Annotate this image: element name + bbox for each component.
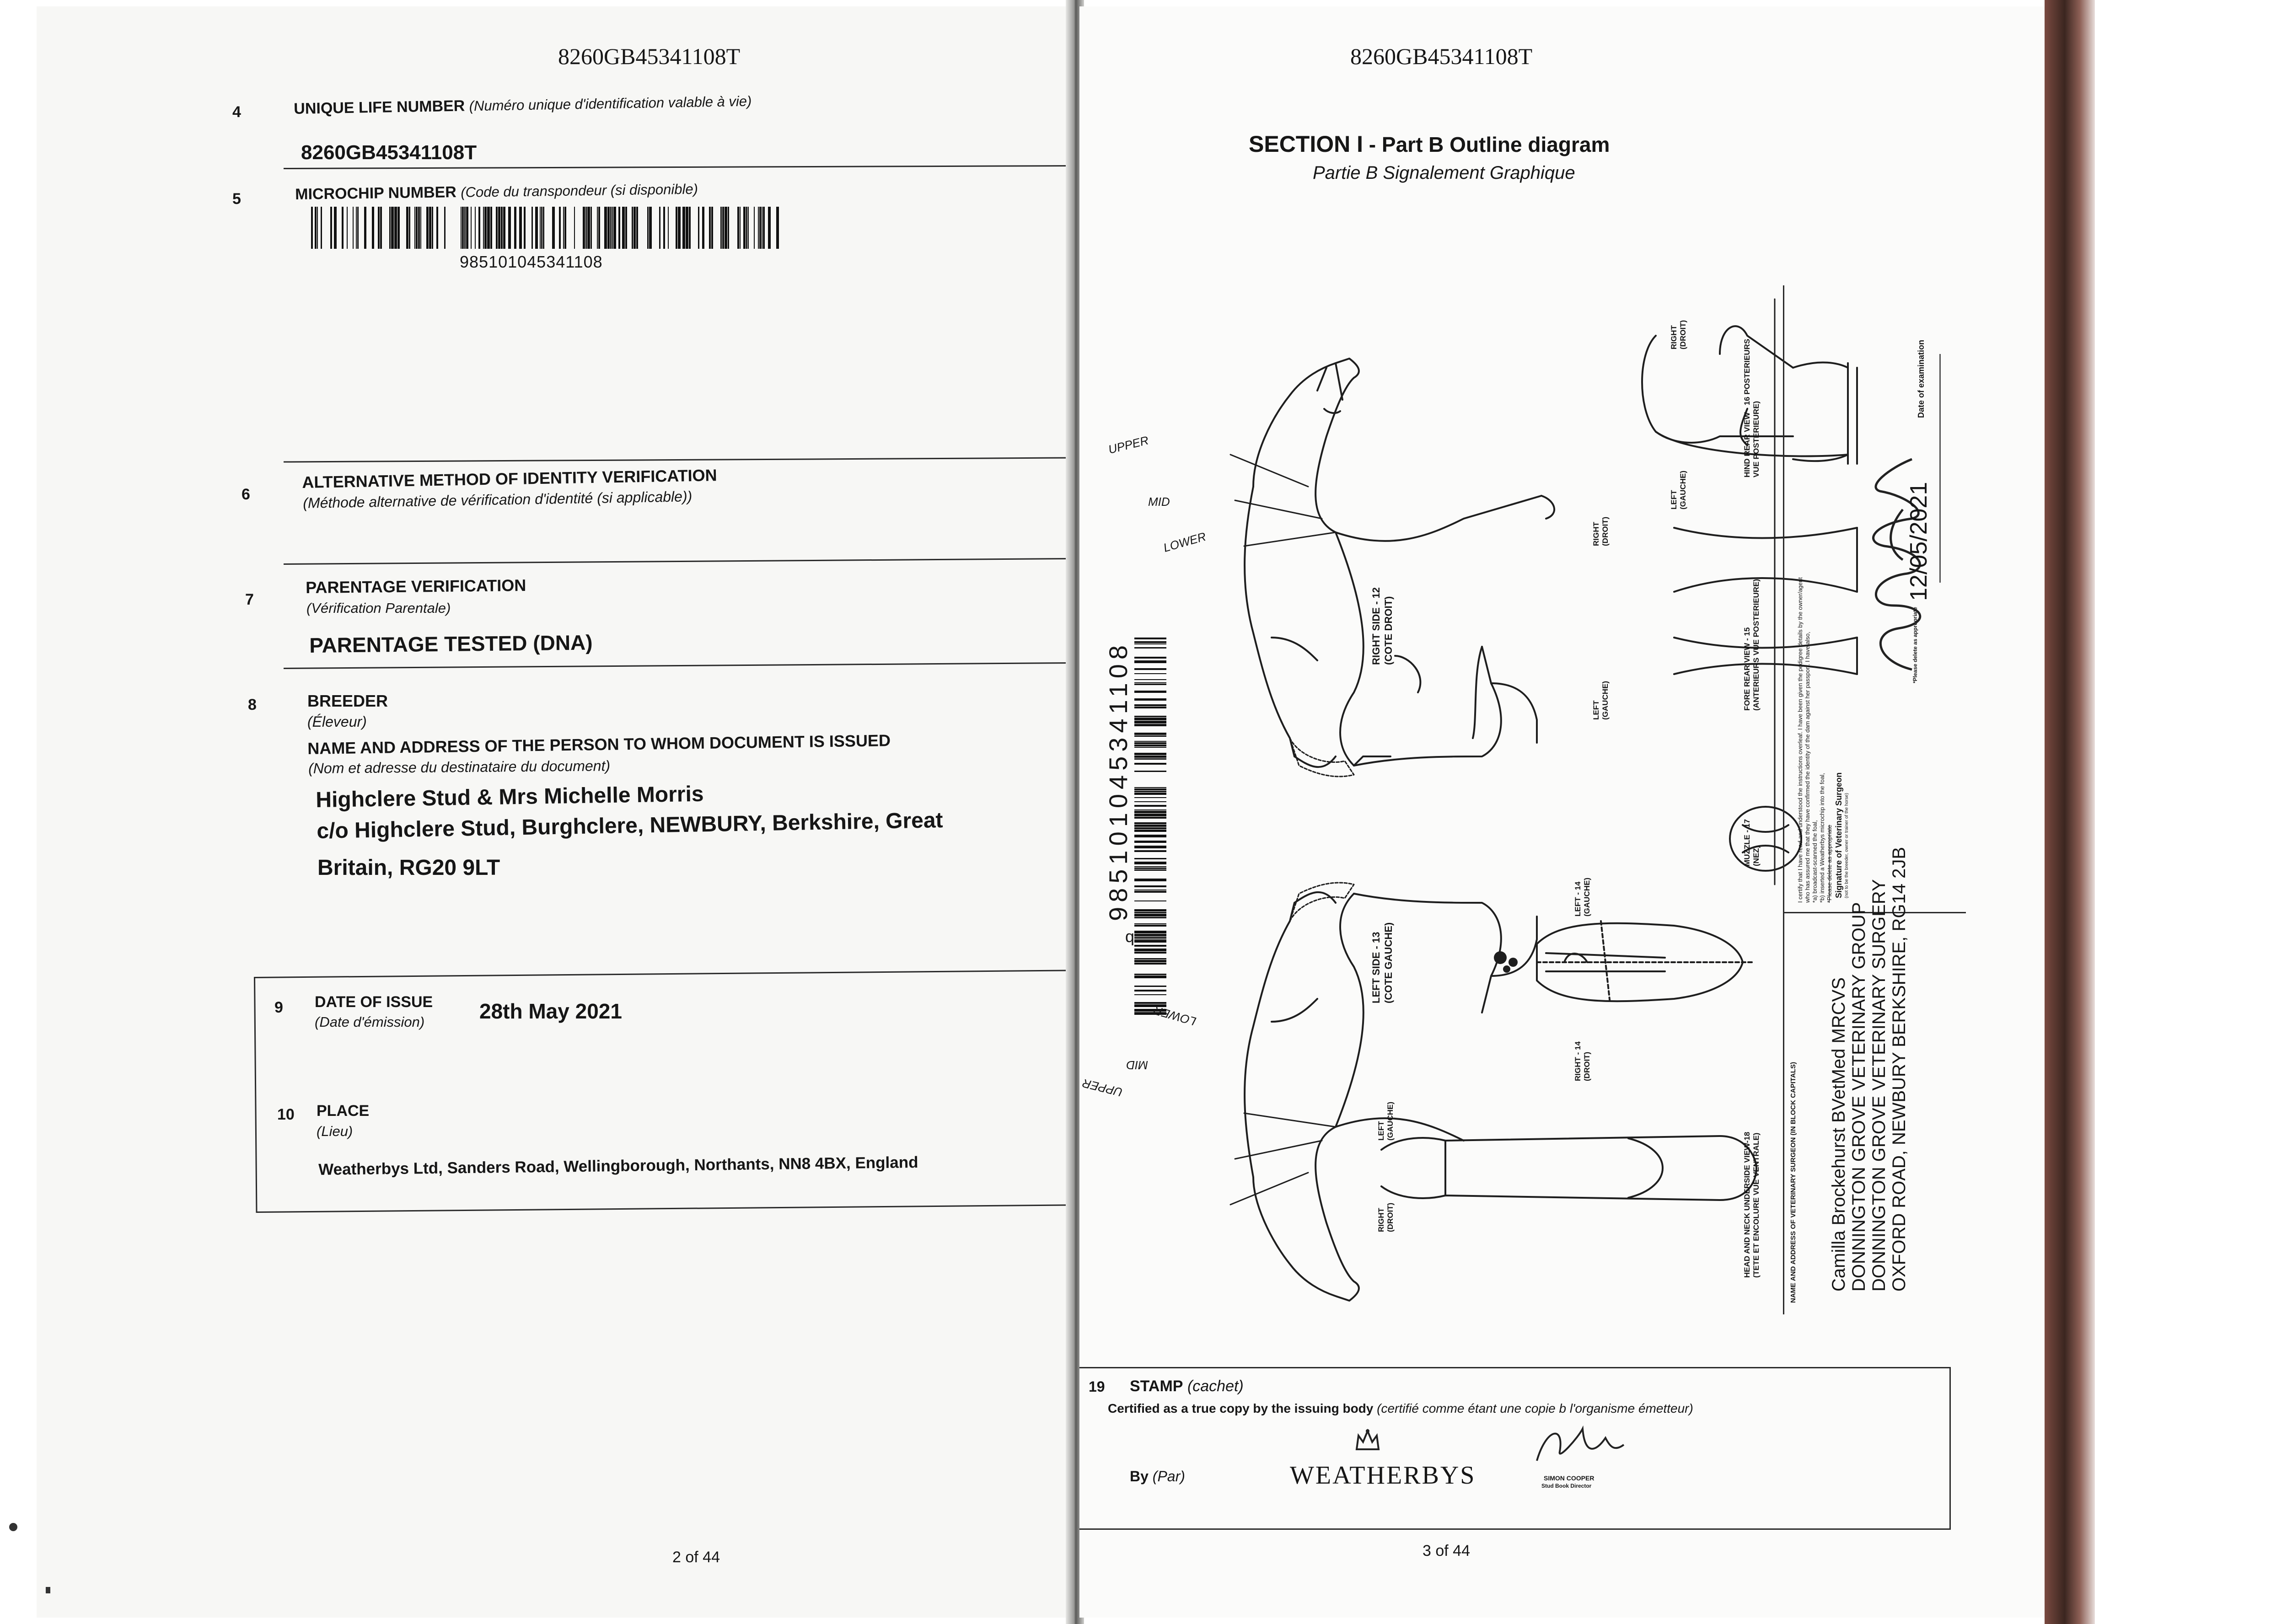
right14-label: RIGHT - 14 (DROIT): [1573, 1041, 1591, 1081]
field-number: 9: [274, 999, 283, 1016]
date-of-issue-label: DATE OF ISSUE: [315, 993, 433, 1011]
barcode-bar: [496, 207, 498, 249]
field-number: 10: [277, 1106, 295, 1123]
barcode-bar: [356, 207, 357, 249]
neck-label-lower-inverted: LOWER: [1152, 1003, 1198, 1029]
divider: [284, 165, 1075, 169]
vet-block-border: [1783, 285, 1784, 1314]
barcode-bar: [776, 207, 779, 249]
barcode-bar: [711, 207, 713, 249]
barcode-bar: [541, 207, 542, 249]
field-number: 7: [245, 591, 254, 608]
page-header-id: 8260GB45341108T: [1350, 43, 1533, 69]
barcode-bar: [426, 207, 429, 249]
passport-page-3: [1079, 6, 2049, 1618]
barcode-bar: [728, 207, 729, 249]
neck-label-mid: MID: [1148, 495, 1170, 509]
issuer-title: Stud Book Director: [1541, 1483, 1592, 1489]
barcode-bar: [334, 207, 337, 249]
barcode-bar: [540, 207, 541, 249]
page-number: 3 of 44: [1423, 1542, 1470, 1560]
barcode-bar: [604, 207, 607, 249]
barcode-bar: [725, 207, 727, 249]
barcode-bar: [311, 207, 313, 249]
recipient-name: Highclere Stud & Mrs Michelle Morris: [316, 782, 704, 812]
barcode-bar: [391, 207, 394, 249]
recipient-address-line-1: c/o Highclere Stud, Burghclere, NEWBURY, Berkshire, Great: [317, 808, 943, 843]
delete-note: *Please delete as appropriate: [1912, 607, 1918, 683]
barcode-bar: [432, 207, 433, 249]
unique-life-number-label: UNIQUE LIFE NUMBER (Numéro unique d'identification valable à vie): [294, 93, 752, 118]
crown-icon: [1354, 1426, 1381, 1454]
edge-mark: [9, 1523, 17, 1531]
barcode-bar: [508, 207, 511, 249]
barcode-bar: [633, 207, 636, 249]
microchip-barcode: [311, 207, 778, 249]
field-number: 4: [232, 103, 241, 121]
place-value: Weatherbys Ltd, Sanders Road, Wellingborough, Northants, NN8 4BX, England: [318, 1153, 918, 1179]
barcode-bar: [613, 207, 616, 249]
barcode-bar: [689, 207, 691, 249]
date-of-issue-label-fr: (Date d'émission): [315, 1014, 425, 1030]
certified-statement: Certified as a true copy by the issuing body (certifié comme étant une copie b l'organisme émetteur): [1108, 1401, 1693, 1415]
exam-date-label: Date of examination: [1917, 339, 1926, 418]
divider: [284, 558, 1075, 565]
right-label: RIGHT (DROIT): [1670, 320, 1687, 349]
barcode-bar: [737, 207, 739, 249]
letter-marking: b: [1125, 930, 1134, 949]
barcode-bar: [444, 207, 446, 249]
barcode-bar: [702, 207, 704, 249]
neck-label-mid-inverted: MID: [1126, 1058, 1148, 1072]
neck-label-upper-inverted: UPPER: [1081, 1076, 1124, 1099]
date-of-issue-value: 28th May 2021: [479, 999, 622, 1023]
barcode-bar: [406, 207, 408, 249]
barcode-bar: [597, 207, 598, 249]
vet-address-label: NAME AND ADDRESS OF VETERINARY SURGEON (IN BLOCK CAPITALS): [1789, 1062, 1797, 1303]
exam-date-value: 12/05/2021: [1906, 482, 1932, 601]
muzzle-label: MUZZLE - 17 (NEZ): [1743, 819, 1761, 866]
barcode-bar: [330, 207, 332, 249]
hind-rear-view-label: HIND REAR VIEW - 16 POSTERIEURS VUE POSTERIEURE): [1743, 338, 1761, 477]
neck-label-lower: LOWER: [1162, 529, 1208, 555]
barcode-bar: [763, 207, 765, 249]
barcode-bar: [321, 207, 322, 249]
right-label: RIGHT (DROIT): [1377, 1202, 1395, 1232]
page-number: 2 of 44: [672, 1549, 720, 1566]
barcode-bar: [503, 207, 505, 249]
unique-life-number-value: 8260GB45341108T: [301, 141, 477, 164]
barcode-bar: [543, 207, 544, 249]
barcode-bar: [740, 207, 741, 249]
issuer-signature: [1528, 1420, 1628, 1470]
barcode-bar: [498, 207, 500, 249]
barcode-bar: [587, 207, 590, 249]
alternative-method-label: ALTERNATIVE METHOD OF IDENTITY VERIFICATION: [302, 466, 717, 492]
left-label: LEFT (GAUCHE): [1592, 681, 1610, 720]
barcode-bar: [668, 207, 669, 249]
microchip-number-value: 985101045341108: [460, 252, 603, 271]
right-label: RIGHT (DROIT): [1592, 516, 1610, 546]
field-number: 8: [248, 696, 257, 713]
barcode-bar: [743, 207, 746, 249]
field-number: 6: [242, 486, 250, 503]
barcode-bar: [612, 207, 613, 249]
muzzle-drawing: [1730, 807, 1801, 871]
fore-rear-view-label: FORE REAR VIEW - 15 (ANTERIEURS VUE POSTERIEURE): [1743, 579, 1761, 711]
barcode-bar: [748, 207, 749, 249]
barcode-bar: [416, 207, 418, 249]
barcode-bar: [483, 207, 484, 249]
barcode-bar: [418, 207, 420, 249]
vet-statement: I certify that I have read and understood the instructions overleaf. I have been given the pedigree details by the owner/agent who has assured me that they have confirmed the identity of the dam against her passport. I have also, *a) broadcast-scanned the foal, *b) inserted a Weatherbys microchip into the foal, *Please delete as appropriate: [1797, 577, 1833, 903]
barcode-bar: [531, 207, 533, 249]
barcode-bar: [464, 207, 466, 249]
barcode-bar: [625, 207, 627, 249]
page-header-id: 8260GB45341108T: [558, 43, 741, 69]
barcode-bar: [342, 207, 344, 249]
book-cover-edge: [2045, 0, 2095, 1624]
recipient-label: NAME AND ADDRESS OF THE PERSON TO WHOM DOCUMENT IS ISSUED: [307, 731, 891, 758]
left14-label: LEFT - 14 (GAUCHE): [1573, 878, 1591, 917]
left-label: LEFT (GAUCHE): [1670, 471, 1687, 509]
barcode-bar: [698, 207, 699, 249]
barcode-bar: [649, 207, 652, 249]
barcode-bar: [409, 207, 410, 249]
tail-left: [1290, 883, 1354, 921]
field-number: 19: [1089, 1378, 1105, 1395]
place-label: PLACE: [317, 1102, 370, 1120]
barcode-bar: [378, 207, 380, 249]
weatherbys-brand: WEATHERBYS: [1290, 1461, 1476, 1490]
barcode-bar: [759, 207, 761, 249]
barcode-bar: [709, 207, 711, 249]
top-view-drawing: [1537, 921, 1752, 1003]
barcode-bar: [394, 207, 397, 249]
breeder-label-fr: (Éleveur): [307, 713, 367, 730]
barcode-bar: [315, 207, 317, 249]
barcode-bar: [563, 207, 564, 249]
stamp-label: STAMP (cachet): [1130, 1377, 1244, 1395]
barcode-bar: [471, 207, 472, 249]
edge-mark: [46, 1587, 50, 1593]
head-neck-underside-drawing: [1381, 1136, 1756, 1200]
divider: [284, 457, 1075, 462]
barcode-bar: [678, 207, 681, 249]
barcode-bar: [622, 207, 625, 249]
barcode-bar: [574, 207, 575, 249]
by-label: By (Par): [1130, 1468, 1185, 1485]
field-number: 5: [232, 190, 241, 208]
barcode-bar: [754, 207, 755, 249]
horse-right-side-drawing: [1245, 359, 1554, 767]
head-neck-underside-label: HEAD AND NECK UNDERSIDE VIEW-18 (TETE ET ENCOLURE VUE VENTRALE): [1743, 1131, 1761, 1278]
barcode-bar: [720, 207, 722, 249]
barcode-bar: [475, 207, 476, 249]
barcode-bar: [636, 207, 638, 249]
barcode-bar: [317, 207, 318, 249]
barcode-bar: [722, 207, 724, 249]
barcode-bar: [501, 207, 503, 249]
barcode-bar: [372, 207, 374, 249]
barcode-bar: [353, 207, 354, 249]
barcode-bar: [618, 207, 620, 249]
vet-signature-label: Signature of Veterinary Surgeon: [1834, 772, 1843, 898]
barcode-bar: [559, 207, 561, 249]
barcode-bar: [380, 207, 382, 249]
barcode-bar: [414, 207, 415, 249]
left-label: LEFT (GAUCHE): [1377, 1102, 1395, 1141]
barcode-bar: [487, 207, 490, 249]
barcode-bar: [461, 207, 462, 249]
left-side-label: LEFT SIDE - 13 (COTE GAUCHE): [1370, 922, 1394, 1003]
barcode-bar: [591, 207, 592, 249]
breeder-label: BREEDER: [307, 691, 388, 710]
right-side-label: RIGHT SIDE - 12 (COTE DROIT): [1370, 587, 1394, 665]
issuer-name: SIMON COOPER: [1544, 1474, 1594, 1482]
barcode-bar: [436, 207, 438, 249]
barcode-bar: [659, 207, 660, 249]
barcode-bar: [514, 207, 516, 249]
barcode-bar: [632, 207, 633, 249]
barcode-bar: [429, 207, 431, 249]
barcode-bar: [462, 207, 464, 249]
barcode-bar: [607, 207, 610, 249]
barcode-bar: [585, 207, 587, 249]
barcode-bar: [490, 207, 492, 249]
section-title-fr: Partie B Signalement Graphique: [1313, 163, 1575, 183]
barcode-bar: [746, 207, 747, 249]
parentage-verification-label: PARENTAGE VERIFICATION: [306, 575, 526, 597]
barcode-bar: [564, 207, 566, 249]
barcode-bar: [552, 207, 555, 249]
barcode-bar: [583, 207, 585, 249]
barcode-bar: [466, 207, 468, 249]
section-title: SECTION I - Part B Outline diagram: [1249, 131, 1610, 157]
barcode-bar: [768, 207, 771, 249]
divider: [284, 662, 1075, 669]
alternative-method-label-fr: (Méthode alternative de vérification d'identité (si applicable)): [303, 488, 693, 511]
barcode-bar: [524, 207, 526, 249]
barcode-bar: [610, 207, 612, 249]
parentage-verification-value: PARENTAGE TESTED (DNA): [309, 630, 593, 657]
vet-address: Camilla Brockehurst BVetMed MRCVS DONNINGTON GROVE VETERINARY GROUP DONNINGTON GROVE VETERINARY SURGERY OXFORD ROAD, NEWBURY BERKSHIRE, RG14 2JB: [1829, 847, 1909, 1292]
microchip-label: MICROCHIP NUMBER (Code du transpondeur (si disponible): [295, 181, 698, 203]
recipient-label-fr: (Nom et adresse du destinataire du document): [308, 757, 611, 777]
barcode-bar: [397, 207, 400, 249]
vertical-microchip-number: 985101045341108: [1104, 640, 1133, 921]
parentage-verification-label-fr: (Vérification Parentale): [306, 600, 451, 616]
marking-annotations: [1494, 951, 1518, 973]
recipient-address-line-2: Britain, RG20 9LT: [317, 856, 500, 880]
barcode-bar: [598, 207, 600, 249]
barcode-bar: [647, 207, 649, 249]
passport-page-2: [37, 6, 1075, 1618]
date-rule: [1939, 354, 1941, 583]
barcode-bar: [676, 207, 677, 249]
barcode-bar: [357, 207, 359, 249]
barcode-bar: [663, 207, 665, 249]
barcode-bar: [364, 207, 366, 249]
neck-label-upper: UPPER: [1107, 433, 1150, 457]
place-label-fr: (Lieu): [317, 1123, 353, 1139]
barcode-bar: [682, 207, 685, 249]
barcode-bar: [535, 207, 538, 249]
barcode-bar: [389, 207, 391, 249]
background-surface: [2095, 0, 2287, 1624]
barcode-bar: [478, 207, 480, 249]
tail-right: [1290, 738, 1354, 777]
barcode-bar: [484, 207, 487, 249]
vet-signature-sublabel: (not to be the breeder, owner or trainer of the horse): [1844, 793, 1849, 898]
barcode-bar: [420, 207, 421, 249]
barcode-bar: [347, 207, 348, 249]
barcode-bar: [686, 207, 688, 249]
barcode-bar: [519, 207, 522, 249]
barcode-bar: [758, 207, 759, 249]
